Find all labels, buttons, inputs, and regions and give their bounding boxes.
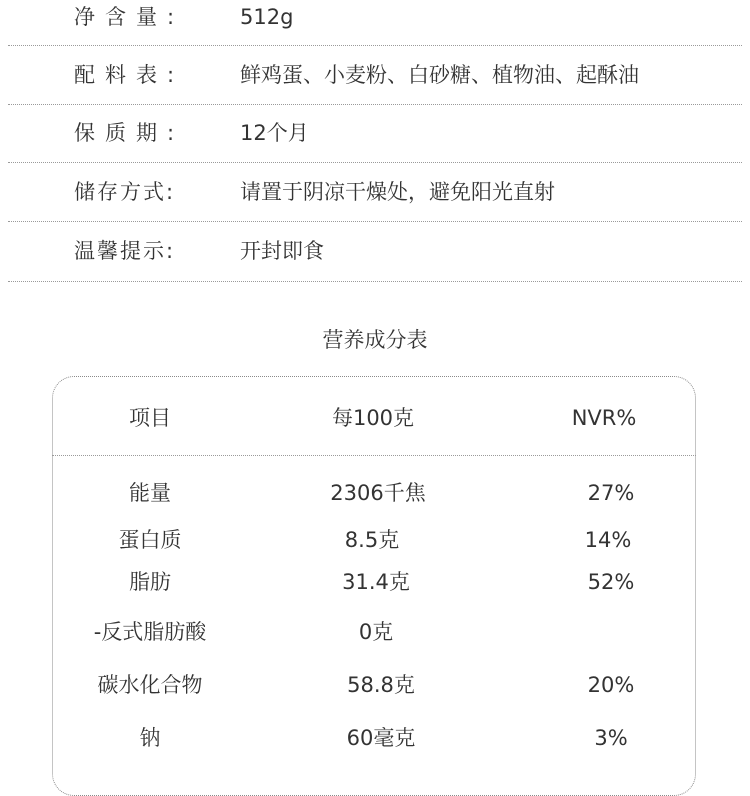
- row-nvr: 27%: [587, 481, 635, 505]
- row-item: 蛋白质: [118, 528, 182, 552]
- row-per-100g: 2306千焦: [330, 481, 426, 505]
- row-item: 钠: [139, 726, 161, 750]
- row-per-100g: 58.8克: [347, 673, 415, 697]
- divider: [8, 162, 742, 163]
- tips-label: 温馨提示:: [74, 239, 176, 263]
- net-content-value: 512g: [240, 5, 294, 29]
- header-item: 项目: [129, 406, 171, 430]
- row-item: 脂肪: [129, 570, 171, 594]
- net-content-label: 净含量:: [74, 5, 185, 29]
- header-nvr: NVR%: [571, 406, 637, 430]
- row-per-100g: 0克: [358, 620, 394, 644]
- row-per-100g: 60毫克: [346, 726, 416, 750]
- ingredients-value: 鲜鸡蛋、小麦粉、白砂糖、植物油、起酥油: [240, 63, 639, 87]
- header-per-100g: 每100克: [331, 406, 415, 430]
- row-item: -反式脂肪酸: [93, 620, 207, 644]
- row-per-100g: 31.4克: [342, 570, 410, 594]
- table-header-divider: [52, 455, 696, 456]
- divider: [8, 221, 742, 222]
- row-nvr: 3%: [594, 726, 628, 750]
- tips-value: 开封即食: [240, 239, 324, 263]
- storage-label: 储存方式:: [74, 180, 176, 204]
- row-per-100g: 8.5克: [344, 528, 400, 552]
- ingredients-label: 配料表:: [74, 63, 185, 87]
- row-nvr: 14%: [584, 528, 632, 552]
- divider: [8, 104, 742, 105]
- shelf-life-label: 保质期:: [74, 121, 185, 145]
- shelf-life-value: 12个月: [240, 121, 309, 145]
- row-nvr: 20%: [587, 673, 635, 697]
- storage-value: 请置于阴凉干燥处，避免阳光直射: [240, 180, 555, 204]
- row-nvr: 52%: [587, 570, 635, 594]
- row-item: 碳水化合物: [97, 673, 203, 697]
- row-item: 能量: [129, 481, 171, 505]
- divider: [8, 281, 742, 282]
- nutrition-table-title: 营养成分表: [322, 328, 428, 352]
- divider: [8, 45, 742, 46]
